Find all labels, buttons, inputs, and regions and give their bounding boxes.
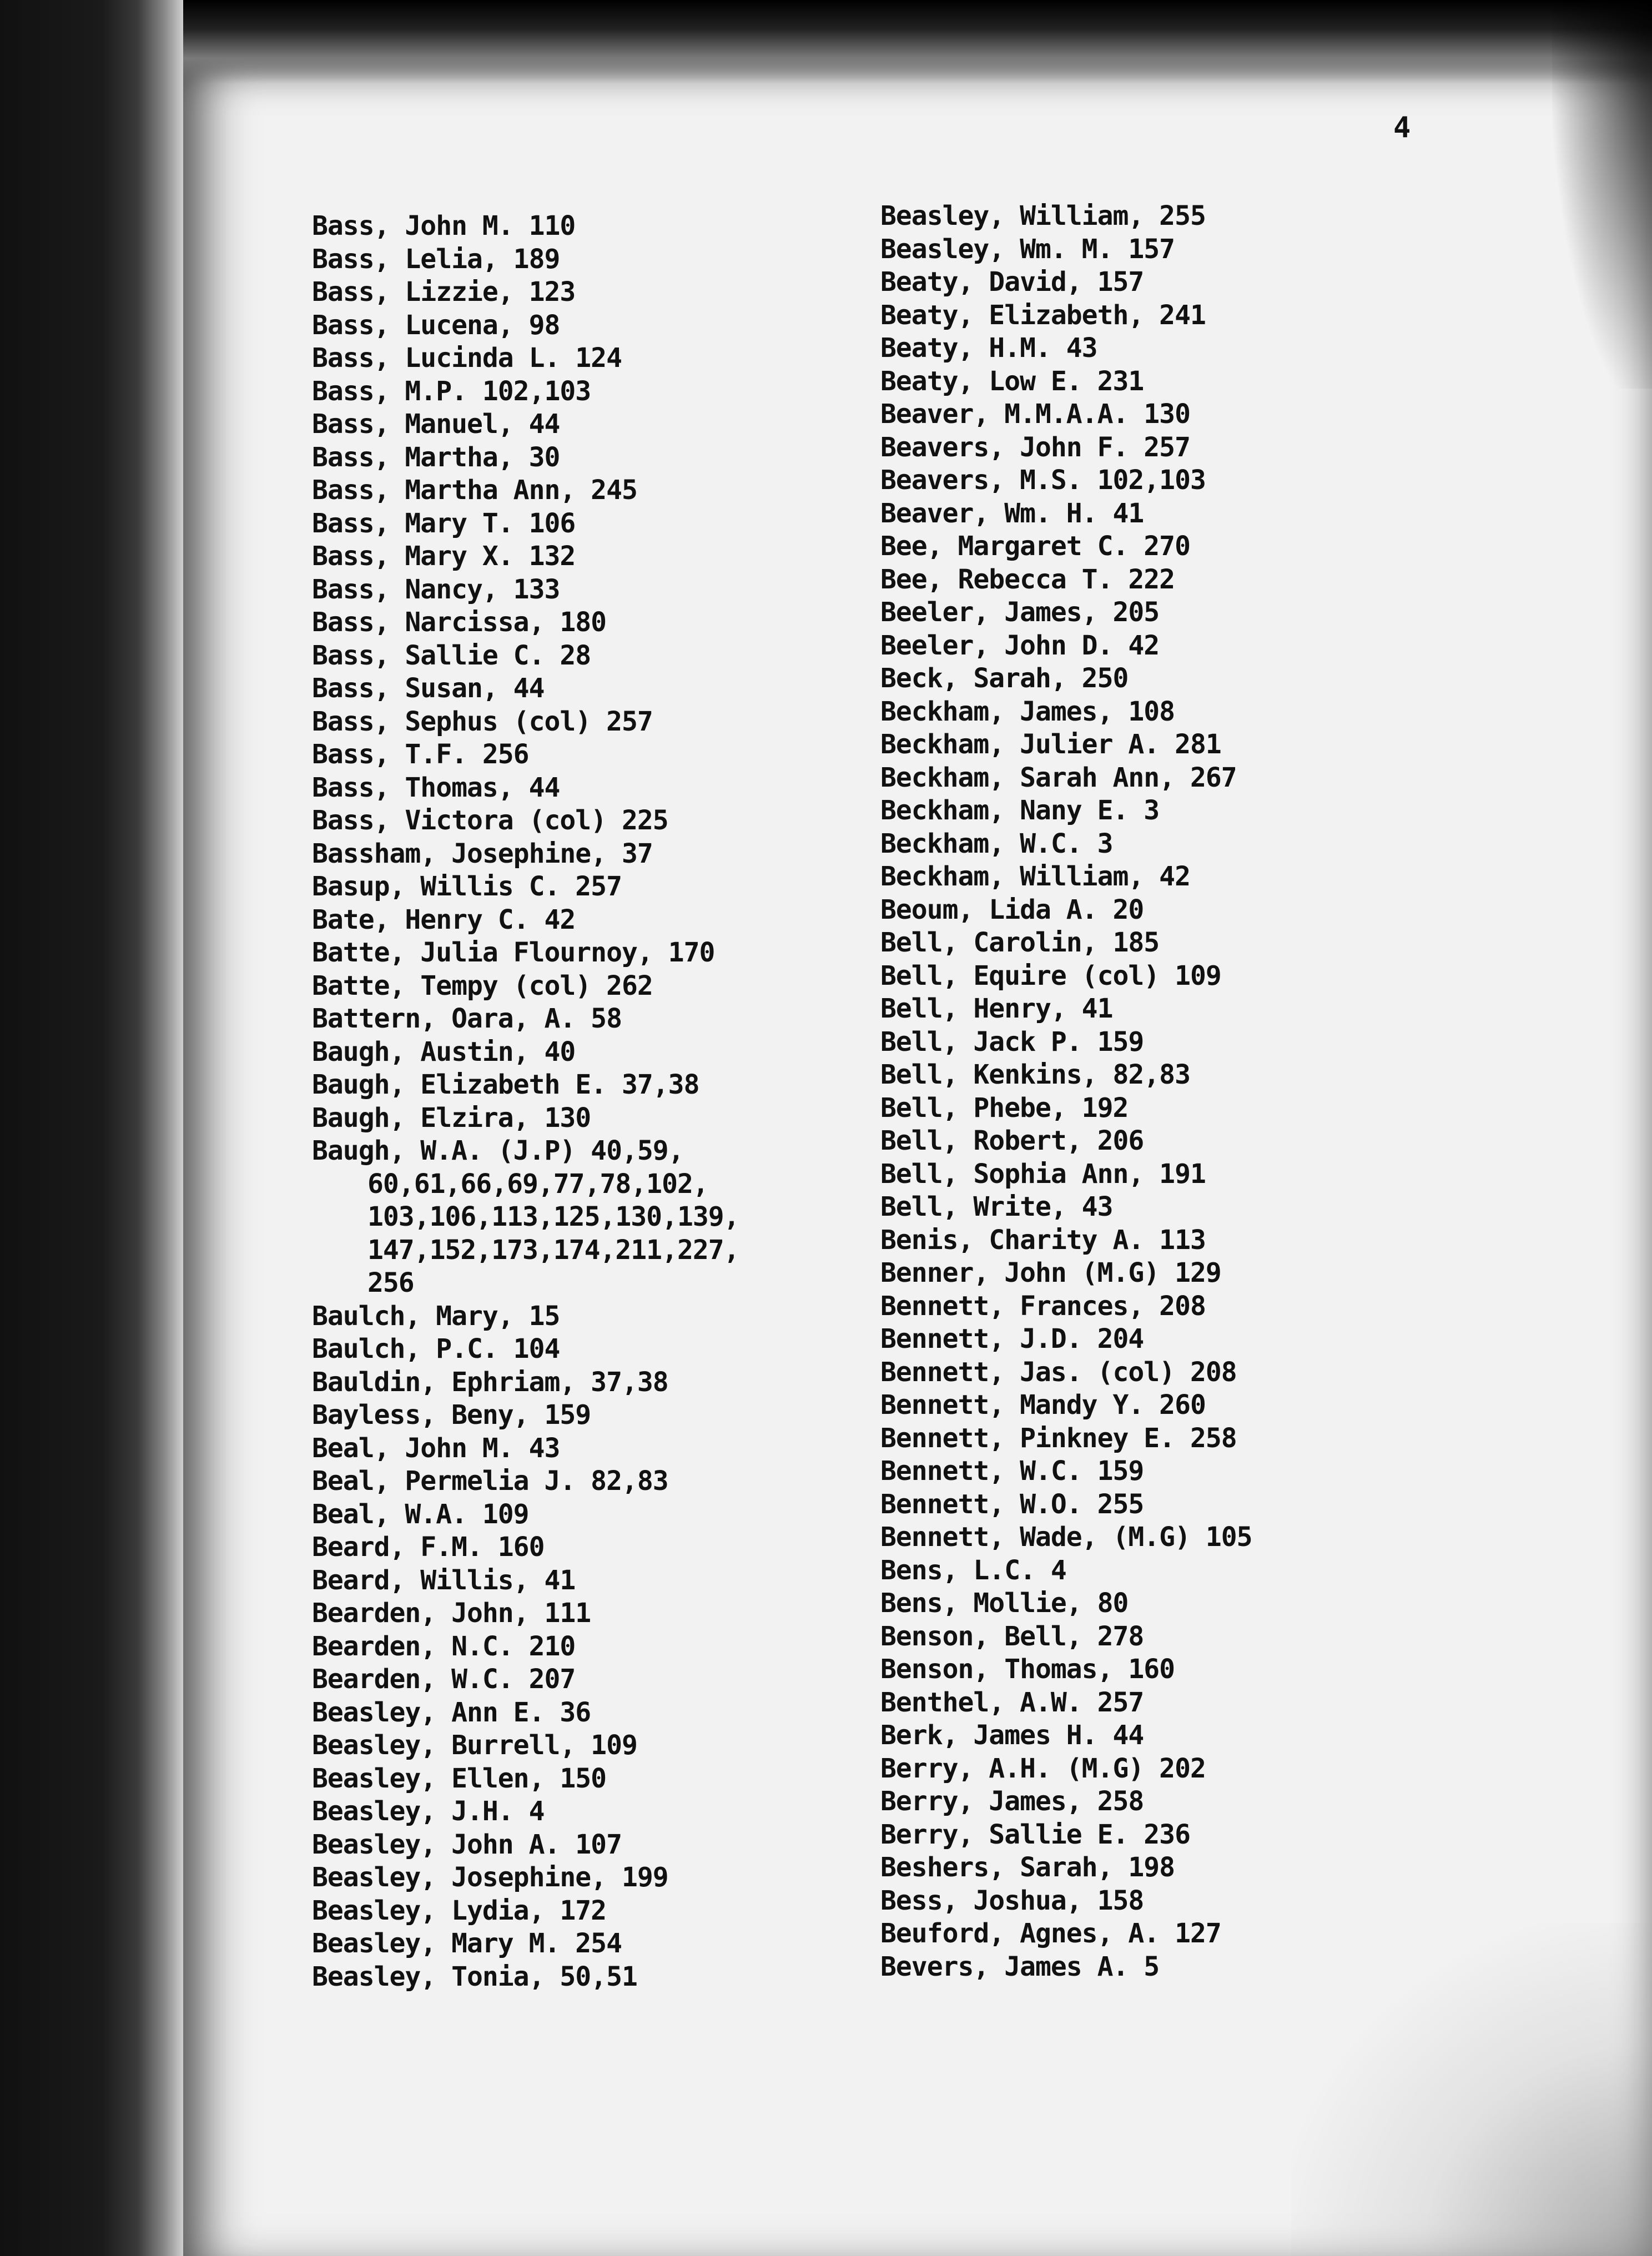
index-entry: Beal, W.A. 109 (312, 1498, 529, 1530)
index-entry: Bass, Thomas, 44 (312, 772, 560, 803)
index-entry: Bell, Sophia Ann, 191 (880, 1158, 1206, 1190)
index-entry: 60,61,66,69,77,78,102, (367, 1168, 708, 1200)
index-entry: Beeler, James, 205 (880, 597, 1160, 628)
index-entry: Bearden, W.C. 207 (312, 1664, 576, 1695)
index-entry: Beckham, Julier A. 281 (880, 729, 1221, 760)
index-entry: Baugh, Austin, 40 (312, 1036, 576, 1067)
index-entry: Bell, Henry, 41 (880, 993, 1113, 1024)
index-entry: Basup, Willis C. 257 (312, 871, 622, 902)
index-entry: Bass, Victora (col) 225 (312, 805, 668, 836)
index-entry: Beasley, J.H. 4 (312, 1796, 545, 1827)
index-entry: Bell, Jack P. 159 (880, 1026, 1144, 1058)
scan-noise-bottom-right (1291, 1923, 1652, 2256)
index-entry: Bass, Lucena, 98 (312, 309, 560, 341)
index-entry: Beasley, Josephine, 199 (312, 1862, 668, 1893)
index-entry: Beshers, Sarah, 198 (880, 1852, 1175, 1883)
index-entry: Bate, Henry C. 42 (312, 904, 576, 935)
index-entry: Beasley, John A. 107 (312, 1829, 622, 1860)
index-entry: Bass, Sephus (col) 257 (312, 706, 653, 737)
index-entry: Benner, John (M.G) 129 (880, 1257, 1221, 1288)
index-entry: Beasley, Mary M. 254 (312, 1928, 622, 1959)
index-entry: Bell, Carolin, 185 (880, 927, 1160, 958)
index-entry: Bennett, W.C. 159 (880, 1456, 1144, 1487)
index-entry: Baugh, Elzira, 130 (312, 1102, 591, 1134)
page-number: 4 (1393, 111, 1411, 144)
index-entry: Batte, Julia Flournoy, 170 (312, 937, 715, 968)
index-entry: Beasley, Ellen, 150 (312, 1762, 607, 1794)
index-entry: Beard, Willis, 41 (312, 1564, 576, 1596)
index-entry: Bass, Mary X. 132 (312, 541, 576, 572)
index-entry: Bens, Mollie, 80 (880, 1588, 1129, 1619)
index-entry: Beasley, Tonia, 50,51 (312, 1961, 637, 1992)
index-entry: Berk, James H. 44 (880, 1720, 1144, 1751)
index-entry: Bennett, W.O. 255 (880, 1488, 1144, 1520)
index-entry: Bennett, Frances, 208 (880, 1290, 1206, 1322)
index-entry: Bass, Lizzie, 123 (312, 276, 576, 308)
index-entry: Bee, Margaret C. 270 (880, 531, 1190, 562)
index-entry: Benson, Bell, 278 (880, 1620, 1144, 1652)
index-entry: Beavers, M.S. 102,103 (880, 465, 1206, 496)
index-entry: Berry, A.H. (M.G) 202 (880, 1753, 1206, 1784)
index-entry: Beaty, David, 157 (880, 266, 1144, 298)
index-entry: Baulch, P.C. 104 (312, 1333, 560, 1364)
index-entry: Bass, Manuel, 44 (312, 409, 560, 440)
index-column-left (312, 210, 739, 1993)
index-entry: Beasley, Wm. M. 157 (880, 233, 1175, 265)
index-entry: Bevers, James A. 5 (880, 1951, 1160, 1982)
index-entry: Beckham, Nany E. 3 (880, 795, 1160, 826)
index-entry: Beasley, Burrell, 109 (312, 1730, 637, 1761)
index-entry: 147,152,173,174,211,227, (367, 1234, 739, 1266)
index-entry: Baulch, Mary, 15 (312, 1300, 560, 1332)
index-entry: Bass, Nancy, 133 (312, 573, 560, 605)
index-entry: Beck, Sarah, 250 (880, 663, 1129, 694)
index-entry: Beckham, William, 42 (880, 861, 1190, 892)
index-entry: Berry, Sallie E. 236 (880, 1819, 1190, 1850)
index-entry: Bennett, Wade, (M.G) 105 (880, 1522, 1252, 1553)
index-entry: Bell, Kenkins, 82,83 (880, 1059, 1190, 1090)
index-entry: Bass, T.F. 256 (312, 739, 529, 770)
scan-noise-top-right (1552, 0, 1652, 389)
index-entry: Beavers, John F. 257 (880, 431, 1190, 463)
index-entry: Beaver, M.M.A.A. 130 (880, 399, 1190, 430)
index-entry: Benson, Thomas, 160 (880, 1654, 1175, 1685)
index-entry: Bennett, Mandy Y. 260 (880, 1389, 1206, 1421)
index-entry: Bennett, J.D. 204 (880, 1323, 1144, 1354)
index-entry: Baugh, W.A. (J.P) 40,59, (312, 1135, 684, 1166)
index-entry: Bennett, Pinkney E. 258 (880, 1422, 1237, 1454)
index-entry: Bens, L.C. 4 (880, 1554, 1066, 1586)
index-entry: Beal, Permelia J. 82,83 (312, 1466, 668, 1497)
index-column-right (880, 200, 1252, 1983)
index-entry: Bauldin, Ephriam, 37,38 (312, 1366, 668, 1398)
index-entry: Beckham, W.C. 3 (880, 828, 1113, 859)
index-entry: Bell, Phebe, 192 (880, 1092, 1129, 1124)
index-entry: Bass, Narcissa, 180 (312, 607, 607, 638)
scanned-top-edge (183, 0, 1652, 83)
index-entry: Bennett, Jas. (col) 208 (880, 1356, 1237, 1388)
index-entry: Beuford, Agnes, A. 127 (880, 1918, 1221, 1949)
index-entry: Bass, John M. 110 (312, 210, 576, 241)
index-entry: Beaver, Wm. H. 41 (880, 497, 1144, 529)
index-entry: Bass, Lelia, 189 (312, 243, 560, 275)
index-entry: Beasley, Lydia, 172 (312, 1895, 607, 1926)
index-entry: Bell, Equire (col) 109 (880, 960, 1221, 991)
index-entry: Beaty, Low E. 231 (880, 365, 1144, 397)
index-entry: Bass, Martha Ann, 245 (312, 475, 637, 506)
index-entry: 103,106,113,125,130,139, (367, 1201, 739, 1232)
index-entry: Beasley, William, 255 (880, 200, 1206, 231)
index-entry: Beasley, Ann E. 36 (312, 1696, 591, 1728)
index-entry: Bass, Mary T. 106 (312, 507, 576, 539)
index-entry: Benthel, A.W. 257 (880, 1686, 1144, 1718)
index-entry: Beal, John M. 43 (312, 1432, 560, 1464)
index-entry: Bearden, John, 111 (312, 1598, 591, 1629)
index-entry: Batte, Tempy (col) 262 (312, 970, 653, 1001)
index-entry: Beoum, Lida A. 20 (880, 894, 1144, 925)
index-entry: Bass, Lucinda L. 124 (312, 343, 622, 374)
index-entry: 256 (367, 1267, 414, 1298)
index-entry: Baugh, Elizabeth E. 37,38 (312, 1069, 699, 1100)
index-entry: Beeler, John D. 42 (880, 630, 1160, 661)
index-entry: Beaty, H.M. 43 (880, 333, 1097, 364)
index-entry: Bass, Martha, 30 (312, 441, 560, 473)
index-entry: Berry, James, 258 (880, 1786, 1144, 1817)
index-entry: Bess, Joshua, 158 (880, 1885, 1144, 1916)
index-entry: Bayless, Beny, 159 (312, 1399, 591, 1431)
index-entry: Beard, F.M. 160 (312, 1532, 545, 1563)
index-entry: Bell, Write, 43 (880, 1191, 1113, 1222)
scanned-binding-edge (0, 0, 183, 2256)
index-entry: Benis, Charity A. 113 (880, 1224, 1206, 1256)
index-entry: Beckham, James, 108 (880, 696, 1175, 727)
index-entry: Bass, M.P. 102,103 (312, 375, 591, 407)
index-entry: Battern, Oara, A. 58 (312, 1003, 622, 1034)
index-entry: Bee, Rebecca T. 222 (880, 563, 1175, 595)
index-entry: Bass, Susan, 44 (312, 673, 545, 704)
index-entry: Bearden, N.C. 210 (312, 1630, 576, 1662)
index-entry: Beaty, Elizabeth, 241 (880, 299, 1206, 331)
index-entry: Beckham, Sarah Ann, 267 (880, 762, 1237, 793)
index-entry: Bell, Robert, 206 (880, 1125, 1144, 1156)
index-entry: Bassham, Josephine, 37 (312, 838, 653, 869)
index-entry: Bass, Sallie C. 28 (312, 639, 591, 671)
